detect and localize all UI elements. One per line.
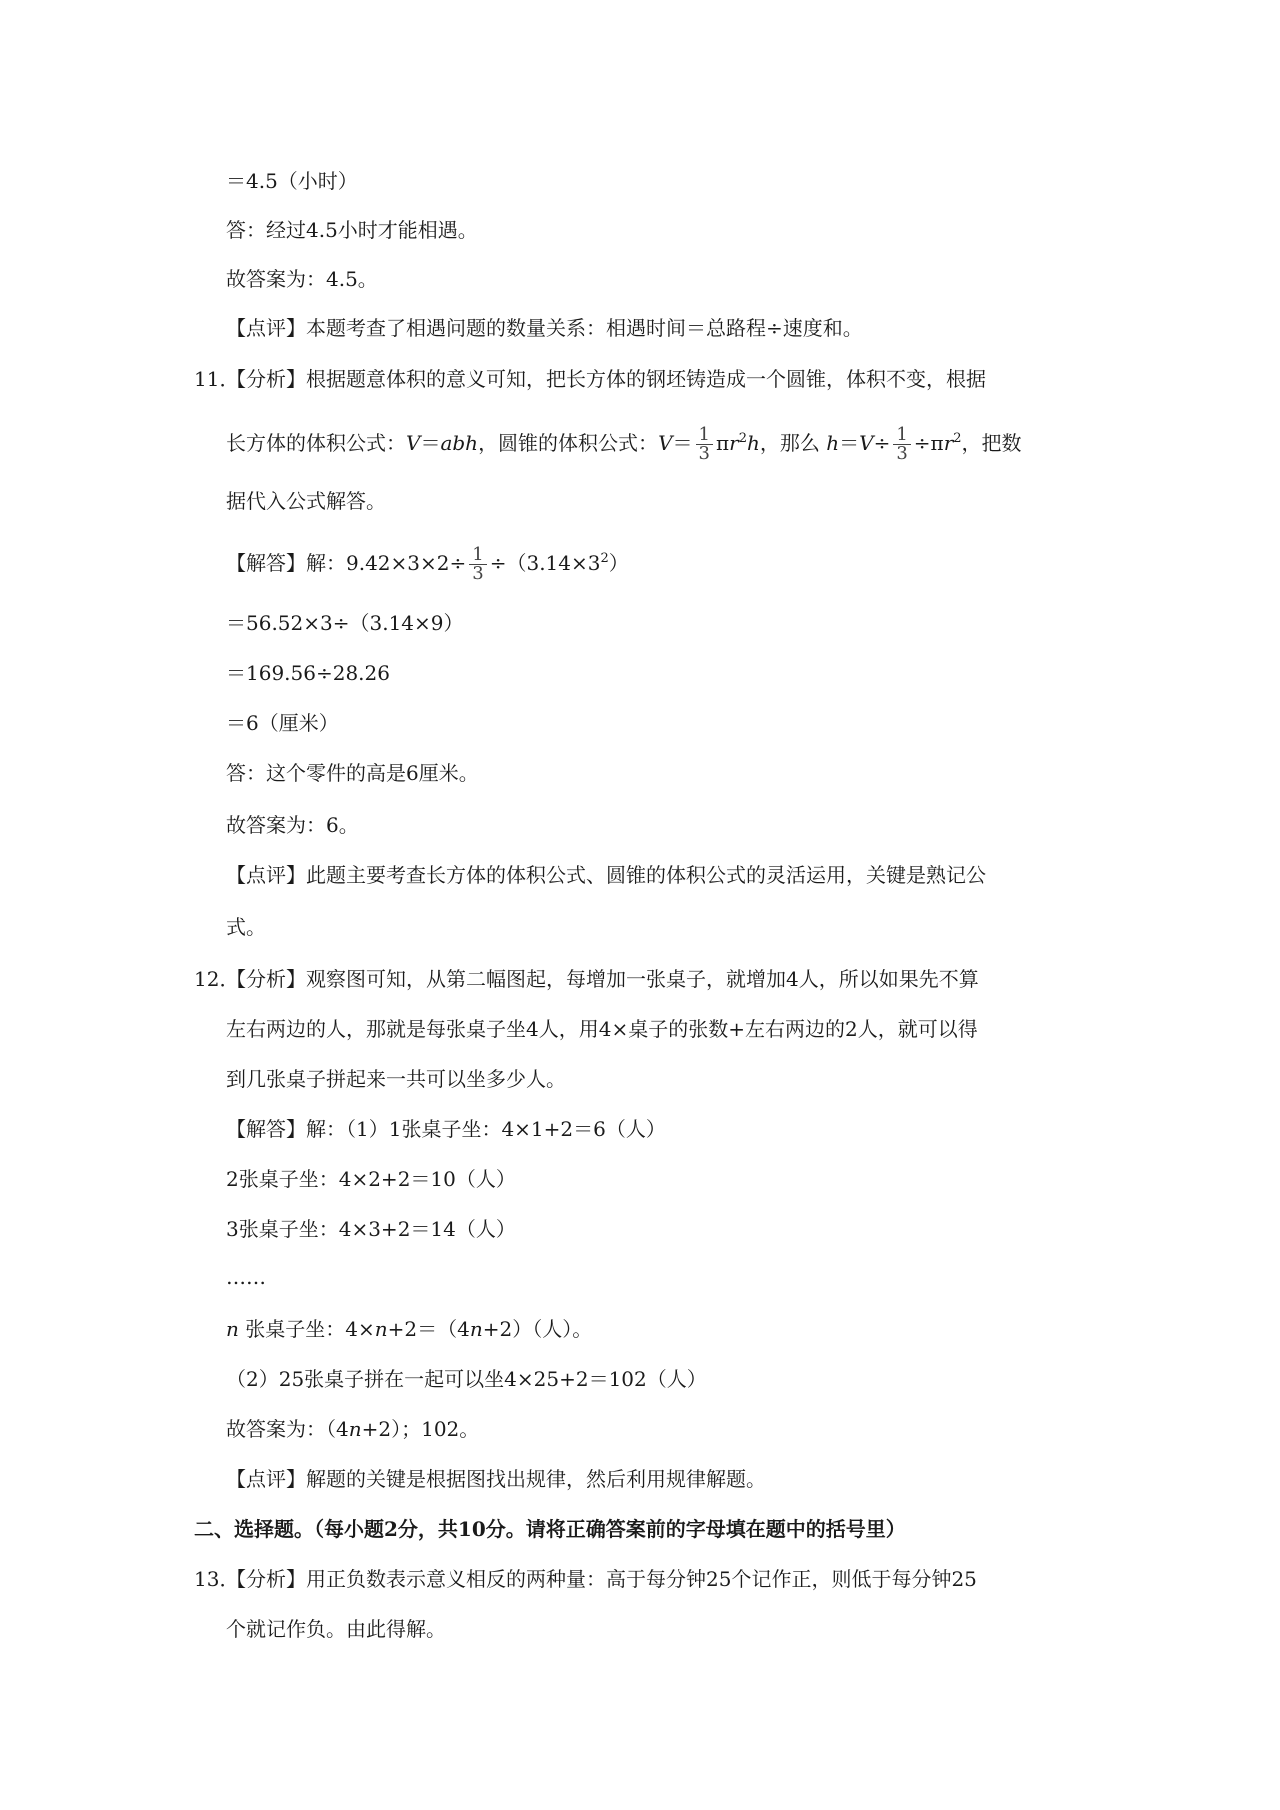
q12-final: 故答案为：（4n+2）；102。: [226, 1417, 480, 1441]
q10-answer: 答：经过4.5小时才能相遇。: [226, 218, 478, 242]
q10-step: ＝4.5（小时）: [226, 169, 358, 193]
fraction-one-third: $\frac{1}{3}$: [696, 426, 713, 463]
fraction-one-third: $\frac{1}{3}$: [893, 426, 910, 463]
q11-comment-line1: 【点评】此题主要考查长方体的体积公式、圆锥的体积公式的灵活运用，关键是熟记公: [226, 863, 986, 887]
q13-number: 13．: [194, 1567, 240, 1591]
q13-analysis-line2: 个就记作负。由此得解。: [226, 1617, 446, 1641]
q12-ellipsis: ……: [226, 1265, 266, 1289]
q11-step3: ＝6（厘米）: [226, 711, 339, 735]
q13-analysis-line1: 【分析】用正负数表示意义相反的两种量：高于每分钟25个记作正，则低于每分钟25: [226, 1567, 977, 1591]
section-title: 二、选择题。（每小题2分，共10分。请将正确答案前的字母填在题中的括号里）: [194, 1517, 906, 1541]
q12-number: 12．: [194, 967, 240, 991]
q12-analysis-line1: 【分析】观察图可知，从第二幅图起，每增加一张桌子，就增加4人，所以如果先不算: [226, 967, 979, 991]
q10-final: 故答案为：4.5。: [226, 267, 378, 291]
q12-analysis-line3: 到几张桌子拼起来一共可以坐多少人。: [226, 1067, 566, 1091]
q11-answer: 答：这个零件的高是6厘米。: [226, 761, 479, 785]
q12-part2: （2）25张桌子拼在一起可以坐4×25+2＝102（人）: [226, 1367, 707, 1391]
q12-step2: 2张桌子坐：4×2+2＝10（人）: [226, 1167, 516, 1191]
q11-analysis-line2: 长方体的体积公式：V＝abh，圆锥的体积公式：V＝ $\frac{1}{3}$ $\pi r^2h$，那么 h＝V÷ $\frac{1}{3}$ $\div\pi r^2$，把数: [226, 424, 1022, 464]
q11-final: 故答案为：6。: [226, 813, 359, 837]
q11-analysis-line3: 据代入公式解答。: [226, 489, 386, 513]
q12-step3: 3张桌子坐：4×3+2＝14（人）: [226, 1217, 516, 1241]
q11-step2: ＝169.56÷28.26: [226, 661, 390, 685]
q12-step-n: n 张桌子坐：4×n+2＝（4n+2）（人）。: [226, 1317, 593, 1341]
q12-solution: 【解答】解：（1）1张桌子坐：4×1+2＝6（人）: [226, 1117, 666, 1141]
q12-comment: 【点评】解题的关键是根据图找出规律，然后利用规律解题。: [226, 1467, 766, 1491]
q11-analysis-line1: 【分析】根据题意体积的意义可知，把长方体的钢坯铸造成一个圆锥，体积不变，根据: [226, 367, 986, 391]
fraction-one-third: $\frac{1}{3}$: [469, 546, 486, 583]
q11-step1: ＝56.52×3÷（3.14×9）: [226, 611, 464, 635]
q10-comment: 【点评】本题考查了相遇问题的数量关系：相遇时间＝总路程÷速度和。: [226, 316, 863, 340]
q12-analysis-line2: 左右两边的人，那就是每张桌子坐4人，用4×桌子的张数+左右两边的2人，就可以得: [226, 1017, 978, 1041]
q11-comment-line2: 式。: [226, 915, 266, 939]
q11-solution: 【解答】解：9.42×3×2÷ $\frac{1}{3}$ $\div(3.14\times 3^2)$: [226, 544, 629, 584]
q11-number: 11．: [194, 367, 240, 391]
